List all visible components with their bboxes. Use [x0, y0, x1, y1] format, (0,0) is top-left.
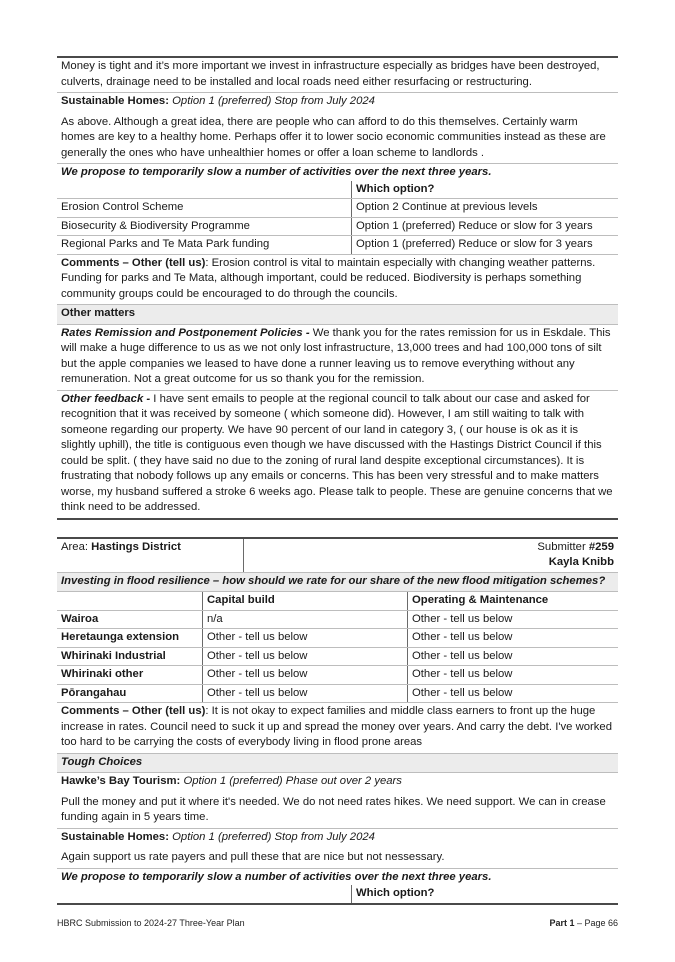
table-row: Pōrangahau Other - tell us below Other - tell us below	[57, 684, 618, 703]
other-feedback-paragraph: Other feedback - I have sent emails to people at the regional council to talk about our case and asked for recognition that it was received by someone ( which someone did). However, I am still waiting to talk with someone regarding our property. We have 90 percent of our land in category 3, ( our house is ok as it is slightly uphill), the title is contiguous even though we have discussed with the Hastings District Council if this could be split. ( they have said no due to the zoning of rural land despite exceptional circumstances). It is frustrating that nobody follows up any emails or concerns. This has been very stressful and to make matters worse, my husband suffered a stroke 6 weeks ago. Please talk to people. These are genuine concerns that we think need to be addressed.	[57, 391, 618, 520]
table-row: Erosion Control Scheme Option 2 Continue at previous levels	[57, 199, 618, 218]
slow-activities-heading-2: We propose to temporarily slow a number of activities over the next three years.	[61, 870, 492, 883]
sustainable-homes-comment-2: Again support us rate payers and pull these that are nice but not nessessary.	[61, 851, 445, 863]
document-page	[57, 56, 618, 905]
table-row: Heretaunga extension Other - tell us below Other - tell us below	[57, 629, 618, 648]
slow-activities-heading: We propose to temporarily slow a number of activities over the next three years.	[61, 166, 492, 178]
sustainable-homes-label: Sustainable Homes:	[61, 95, 169, 107]
table-row: Whirinaki Industrial Other - tell us below Other - tell us below	[57, 647, 618, 666]
tourism-comment: Pull the money and put it where it's needed. We do not need rates hikes. We need support. We can in crease funding again in 5 years time.	[61, 795, 606, 823]
which-option-header: Which option?	[352, 181, 619, 199]
sustainable-homes-row	[57, 93, 618, 164]
submitter-name: Kayla Knibb	[548, 556, 614, 568]
submitter-cell: Submitter #259 Kayla Knibb	[244, 538, 619, 573]
other-matters-heading: Other matters	[57, 305, 618, 325]
sustainable-homes-option: Option 1 (preferred) Stop from July 2024	[172, 95, 375, 107]
flood-resilience-heading: Investing in flood resilience – how should we rate for our share of the new flood mitigation schemes?	[57, 573, 618, 593]
intro-paragraph: Money is tight and it’s more important we invest in infrastructure especially as bridges have been destroyed, culverts, drainage need to be installed and local roads need either resurfacing or restructuring.	[57, 56, 618, 93]
tourism-row: Hawke’s Bay Tourism: Option 1 (preferred) Phase out over 2 years Pull the money and put it where it's needed. We do not need rates hikes. We need support. We can in crease funding again in 5 years time.	[57, 773, 618, 829]
capital-build-header: Capital build	[203, 592, 408, 610]
slow-activities-table	[57, 164, 618, 255]
submitter-header	[57, 537, 618, 573]
table-row: Regional Parks and Te Mata Park funding Option 1 (preferred) Reduce or slow for 3 years	[57, 236, 618, 255]
table-row: Biosecurity & Biodiversity Programme Option 1 (preferred) Reduce or slow for 3 years	[57, 217, 618, 236]
flood-schemes-table	[57, 592, 618, 703]
operating-maintenance-header: Operating & Maintenance	[408, 592, 619, 610]
table-row: Wairoa n/a Other - tell us below	[57, 610, 618, 629]
table-row: Whirinaki other Other - tell us below Other - tell us below	[57, 666, 618, 685]
footer-title: HBRC Submission to 2024-27 Three-Year Plan	[57, 918, 245, 928]
page-number: Part 1 – Page 66	[549, 918, 618, 928]
slow-activities-table-2	[57, 869, 618, 905]
sustainable-homes-row-2: Sustainable Homes: Option 1 (preferred) Stop from July 2024 Again support us rate payers and pull these that are nice but not nessessary.	[57, 829, 618, 869]
tough-choices-heading: Tough Choices	[57, 754, 618, 774]
rates-remission-paragraph: Rates Remission and Postponement Policies - We thank you for the rates remission for us in Eskdale. This will make a huge difference to us as we not only lost infrastructure, 13,000 trees and had 100,000 tons of silt but the apple companies we leased to have done a runner leaving us to remove everything without any remuneration. Not a great outcome for us so thank you for the remission.	[57, 325, 618, 391]
area-cell: Area: Hastings District	[57, 538, 244, 573]
flood-comments: Comments – Other (tell us): It is not okay to expect families and middle class earners to front up the huge increase in rates. Council need to suck it up and spread the money over years. And carry the debt. I've worked too hard to be carrying the costs of everybody living in flood prone areas	[57, 703, 618, 754]
activities-comments: Comments – Other (tell us): Erosion control is vital to maintain especially with changing weather patterns. Funding for parks and Te Mata, although important, could be reduced. Biodiversity is perhaps something community groups could be encouraged to do through the councils.	[57, 255, 618, 306]
sustainable-homes-comment: As above. Although a great idea, there are people who can afford to do this themselves. Certainly warm homes are key to a healthy home. Perhaps offer it to lower socio economic communities instead as these are generally the ones who have unhealthier homes or offer a loan scheme to landlords .	[61, 115, 606, 159]
page-footer	[57, 918, 618, 928]
which-option-header-2: Which option?	[352, 885, 619, 904]
